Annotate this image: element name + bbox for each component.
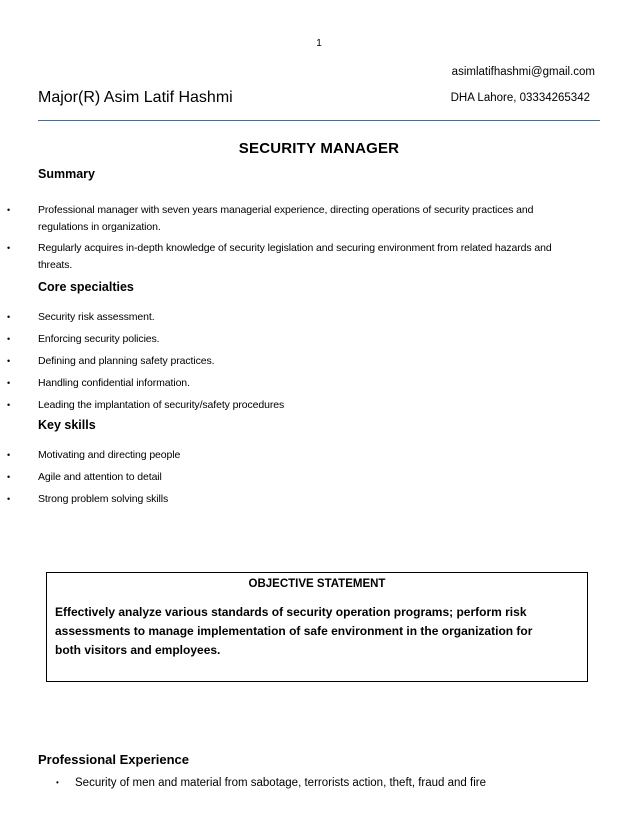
summary-heading: Summary: [38, 167, 95, 181]
core-specialty-item: Leading the implantation of security/safety procedures: [38, 399, 285, 411]
core-specialty-item: Security risk assessment.: [38, 311, 155, 323]
objective-statement-box: [46, 572, 588, 682]
core-specialty-item: Handling confidential information.: [38, 377, 190, 389]
header-divider: [38, 120, 600, 121]
bullet-icon: •: [7, 400, 11, 410]
core-specialty-item: Defining and planning safety practices.: [38, 355, 215, 367]
bullet-icon: •: [7, 472, 11, 482]
bullet-icon: •: [7, 243, 11, 253]
objective-text: [55, 603, 555, 660]
professional-experience-heading: Professional Experience: [38, 752, 190, 767]
bullet-icon: •: [7, 312, 11, 322]
page-number: 1: [316, 38, 322, 49]
contact-info: DHA Lahore, 03334265342: [450, 92, 590, 104]
objective-line: both visitors and employees.: [55, 643, 221, 657]
bullet-icon: •: [7, 205, 11, 215]
objective-line: Effectively analyze various standards of security operation programs; perform risk: [55, 605, 527, 619]
email-address: asimlatifhashmi@gmail.com: [451, 66, 595, 78]
bullet-icon: •: [56, 778, 59, 787]
summary-item: Professional manager with seven years managerial experience, directing operations of security practices and: [38, 204, 534, 216]
core-specialties-heading: Core specialties: [38, 280, 134, 294]
bullet-icon: •: [7, 334, 11, 344]
job-title: SECURITY MANAGER: [238, 140, 400, 157]
core-specialty-item: Enforcing security policies.: [38, 333, 160, 345]
key-skills-heading: Key skills: [38, 418, 96, 432]
objective-line: assessments to manage implementation of safe environment in the organization for: [55, 624, 533, 638]
experience-item: Security of men and material from sabotage, terrorists action, theft, fraud and fire: [75, 777, 487, 789]
summary-item: Regularly acquires in-depth knowledge of security legislation and securing environment from related hazards and: [38, 242, 552, 254]
key-skill-item: Agile and attention to detail: [38, 471, 162, 483]
bullet-icon: •: [7, 356, 11, 366]
key-skill-item: Strong problem solving skills: [38, 493, 169, 505]
candidate-name: Major(R) Asim Latif Hashmi: [38, 89, 233, 106]
bullet-icon: •: [7, 450, 11, 460]
bullet-icon: •: [7, 378, 11, 388]
objective-heading: OBJECTIVE STATEMENT: [248, 578, 386, 590]
key-skill-item: Motivating and directing people: [38, 449, 181, 461]
bullet-icon: •: [7, 494, 11, 504]
summary-item-continuation: threats.: [38, 259, 73, 271]
summary-item-continuation: regulations in organization.: [38, 221, 161, 233]
